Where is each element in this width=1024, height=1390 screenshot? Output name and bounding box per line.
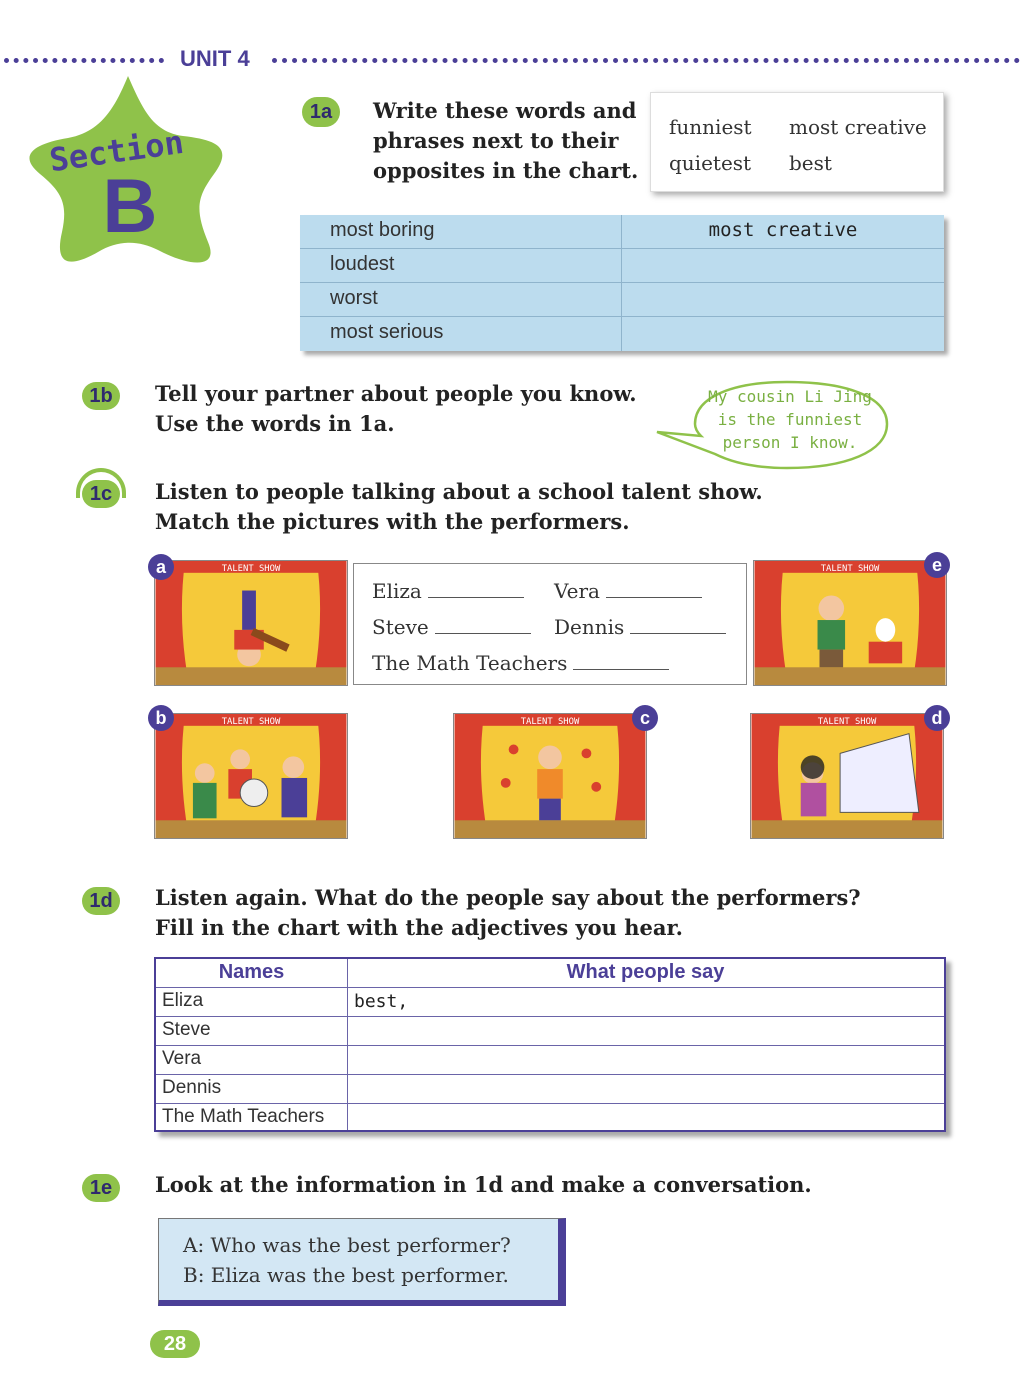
opposite-left: loudest <box>330 253 395 275</box>
header-dots-right <box>272 58 1020 63</box>
stage-sign: TALENT SHOW <box>221 716 281 727</box>
stage-illustration <box>155 561 347 685</box>
table-row <box>300 215 944 249</box>
word-box <box>650 92 944 192</box>
stage-illustration <box>454 714 646 838</box>
performer-name: The Math Teachers <box>372 651 568 675</box>
header-what-people-say: What people say <box>566 961 725 983</box>
name-cell: Steve <box>162 1019 211 1040</box>
exercise-tag-1a: 1a <box>302 97 340 127</box>
picture-label-d: d <box>924 705 950 731</box>
answer-blank[interactable] <box>435 614 531 634</box>
performer-name: Steve <box>372 615 429 639</box>
performer-steve <box>372 614 531 639</box>
instruction-1a <box>373 96 638 186</box>
unit-label: UNIT 4 <box>180 46 250 71</box>
stage-illustration <box>751 714 943 838</box>
opposite-right: most creative <box>708 219 858 241</box>
instruction-line: phrases next to their <box>373 128 619 153</box>
instruction-line: Use the words in 1a. <box>155 411 395 436</box>
answer-blank[interactable] <box>573 650 669 670</box>
picture-label-b: b <box>148 705 174 731</box>
table-row <box>156 1075 944 1104</box>
picture-d <box>750 713 944 839</box>
picture-label-c: c <box>632 705 658 731</box>
word-item: funniest <box>669 115 752 139</box>
word-item: best <box>789 151 832 175</box>
bubble-line: person I know. <box>722 433 858 452</box>
table-row <box>156 1046 944 1075</box>
header-names: Names <box>218 961 285 983</box>
conversation-box <box>158 1218 566 1306</box>
table-row <box>300 283 944 317</box>
instruction-line: Tell your partner about people you know. <box>155 381 637 406</box>
instruction-line: Listen to people talking about a school talent show. <box>155 479 763 504</box>
performer-vera <box>554 578 702 603</box>
stage-illustration <box>155 714 347 838</box>
performer-name: Dennis <box>554 615 625 639</box>
picture-e <box>753 560 947 686</box>
instruction-line: Match the pictures with the performers. <box>155 509 630 534</box>
word-item: most creative <box>789 115 927 139</box>
opposite-left: worst <box>330 287 378 309</box>
exercise-tag-1c: 1c <box>82 480 120 508</box>
stage-sign: TALENT SHOW <box>817 716 877 727</box>
table-header-row <box>156 959 944 988</box>
stage-sign: TALENT SHOW <box>820 563 880 574</box>
adjectives-table <box>154 957 946 1132</box>
picture-label-e: e <box>924 552 950 578</box>
instruction-1b <box>155 379 637 439</box>
picture-label-a: a <box>148 554 174 580</box>
picture-a <box>154 560 348 686</box>
performer-dennis <box>554 614 726 639</box>
table-row <box>300 249 944 283</box>
picture-c <box>453 713 647 839</box>
instruction-line: opposites in the chart. <box>373 158 639 183</box>
instruction-line: Fill in the chart with the adjectives you hear. <box>155 915 683 940</box>
conversation-line-b: B: Eliza was the best performer. <box>183 1263 509 1287</box>
stage-illustration <box>754 561 946 685</box>
table-row <box>156 1017 944 1046</box>
matching-box <box>353 563 747 685</box>
page-number: 28 <box>150 1330 200 1358</box>
name-cell: Dennis <box>162 1077 222 1098</box>
performer-eliza <box>372 578 524 603</box>
table-row <box>156 988 944 1017</box>
opposites-table <box>300 215 944 351</box>
performer-math-teachers <box>372 650 669 675</box>
bubble-text <box>695 385 885 454</box>
section-letter: B <box>102 164 158 249</box>
conversation-line-a: A: Who was the best performer? <box>183 1233 511 1257</box>
exercise-tag-1b: 1b <box>82 382 120 410</box>
answer-blank[interactable] <box>630 614 726 634</box>
name-cell: Vera <box>162 1048 202 1069</box>
instruction-line: Write these words and <box>373 98 637 123</box>
instruction-1e: Look at the information in 1d and make a conversation. <box>155 1172 812 1197</box>
section-word: Section <box>47 122 186 180</box>
bubble-line: My cousin Li Jing <box>708 387 872 406</box>
table-row <box>300 317 944 351</box>
answer-blank[interactable] <box>428 578 524 598</box>
name-cell: Eliza <box>162 990 204 1011</box>
answer-blank[interactable] <box>606 578 702 598</box>
opposite-left: most serious <box>330 321 444 343</box>
picture-b <box>154 713 348 839</box>
instruction-line: Listen again. What do the people say about the performers? <box>155 885 861 910</box>
opposite-left: most boring <box>330 219 435 241</box>
bubble-line: is the funniest <box>717 410 863 429</box>
instruction-1d <box>155 883 861 943</box>
stage-sign: TALENT SHOW <box>520 716 580 727</box>
exercise-tag-1e: 1e <box>82 1174 120 1202</box>
table-row <box>156 1104 944 1133</box>
name-cell: The Math Teachers <box>162 1106 325 1127</box>
stage-sign: TALENT SHOW <box>221 563 281 574</box>
exercise-tag-1d: 1d <box>82 887 120 915</box>
section-b-star <box>18 70 238 270</box>
performer-name: Vera <box>554 579 600 603</box>
performer-name: Eliza <box>372 579 422 603</box>
instruction-1c <box>155 477 763 537</box>
header-dots-left <box>4 58 164 63</box>
word-item: quietest <box>669 151 752 175</box>
say-cell[interactable]: best, <box>354 991 409 1012</box>
